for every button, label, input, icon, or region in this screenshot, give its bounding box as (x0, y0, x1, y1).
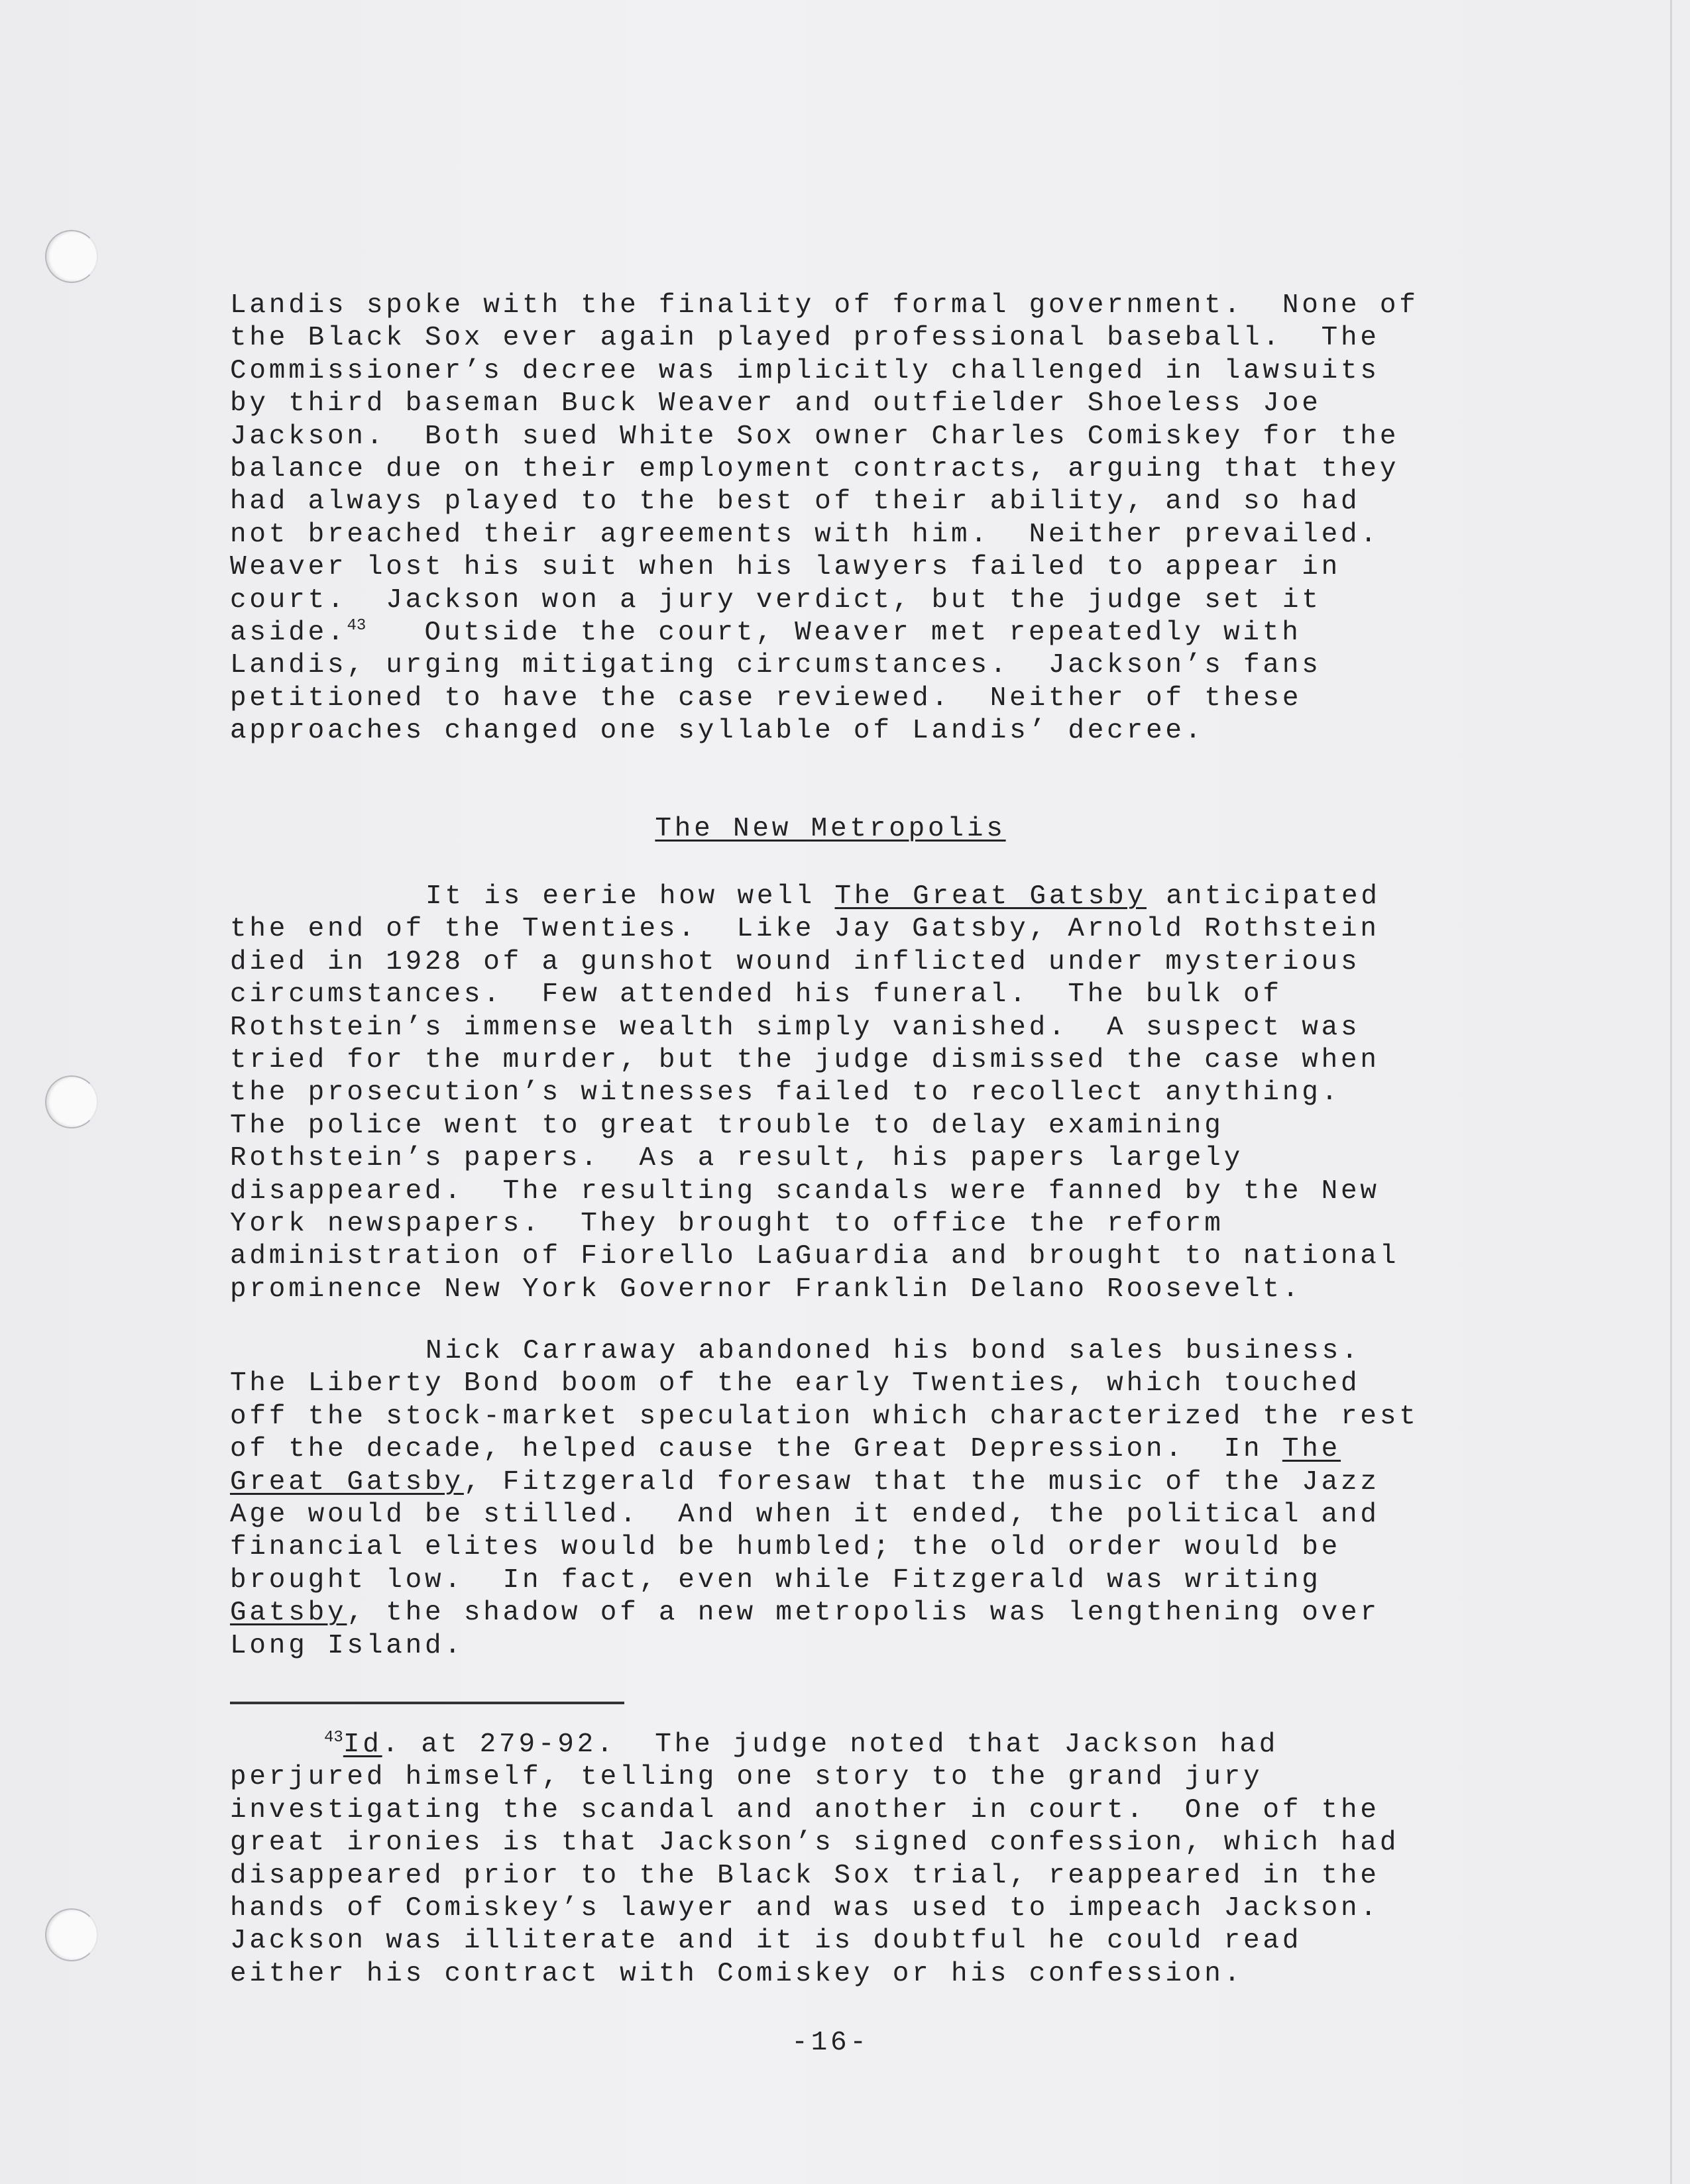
text-segment: It is eerie how well (425, 881, 835, 912)
punch-hole-middle (45, 1075, 98, 1128)
text-line: Landis spoke with the finality of formal government. None of (230, 290, 1419, 321)
text-line: Long Island. (230, 1630, 464, 1661)
text-segment: anticipated (1146, 881, 1380, 912)
underlined-title: Great Gatsby (230, 1466, 464, 1498)
text-line (230, 1433, 1419, 1466)
underlined-title: The (1282, 1434, 1341, 1465)
text-line: brought low. In fact, even while Fitzgerald was writing (230, 1564, 1322, 1596)
text-line: disappeared prior to the Black Sox trial, reappeared in the (230, 1860, 1380, 1891)
underlined-title: Gatsby (230, 1598, 347, 1629)
text-line: The Liberty Bond boom of the early Twenties, which touched (230, 1368, 1361, 1399)
paragraph-1 (230, 290, 1419, 747)
text-line: Rothstein’s immense wealth simply vanished. A suspect was (230, 1012, 1361, 1043)
footnote-separator (230, 1702, 624, 1704)
text-line: The police went to great trouble to delay examining (230, 1110, 1224, 1141)
text-line: hands of Comiskey’s lawyer and was used to impeach Jackson. (230, 1892, 1380, 1924)
text-line: perjured himself, telling one story to the grand jury (230, 1762, 1263, 1793)
text-line: not breached their agreements with him. Neither prevailed. (230, 519, 1380, 550)
text-line: Rothstein’s papers. As a result, his papers largely (230, 1143, 1244, 1174)
text-segment: aside. (230, 617, 347, 648)
section-heading (0, 814, 1690, 844)
text-line (230, 1729, 1399, 1761)
text-line: financial elites would be humbled; the old order would be (230, 1532, 1341, 1563)
text-line: the Black Sox ever again played professional baseball. The (230, 323, 1380, 354)
text-line: the end of the Twenties. Like Jay Gatsby, Arnold Rothstein (230, 914, 1380, 945)
text-segment: of the decade, helped cause the Great Depression. In (230, 1434, 1282, 1465)
text-line: tried for the murder, but the judge dismissed the case when (230, 1044, 1380, 1075)
text-line: balance due on their employment contracts, arguing that they (230, 453, 1400, 484)
text-line: York newspapers. They brought to office the reform (230, 1208, 1224, 1239)
paragraph-3 (230, 1335, 1419, 1663)
text-line: off the stock-market speculation which characterized the rest (230, 1401, 1419, 1432)
punch-hole-bottom (45, 1908, 98, 1961)
text-line: Nick Carraway abandoned his bond sales business. (425, 1336, 1361, 1366)
text-line: Age would be stilled. And when it ended, the political and (230, 1499, 1380, 1530)
paragraph-2 (230, 881, 1399, 1306)
text-line: approaches changed one syllable of Landis’ decree. (230, 716, 1205, 747)
section-heading-text: The New Metropolis (655, 814, 1006, 844)
text-line (230, 617, 1419, 649)
text-line: great ironies is that Jackson’s signed confession, which had (230, 1828, 1400, 1859)
text-line: disappeared. The resulting scandals were fanned by the New (230, 1175, 1380, 1207)
underlined-title: Id (343, 1729, 382, 1760)
punch-hole-top (45, 230, 98, 283)
text-line: circumstances. Few attended his funeral. The bulk of (230, 979, 1282, 1010)
page-number (0, 2028, 1690, 2058)
footnote-43 (230, 1729, 1399, 1991)
text-line: Weaver lost his suit when his lawyers failed to appear in (230, 552, 1341, 583)
text-line: died in 1928 of a gunshot wound inflicted under mysterious (230, 946, 1361, 977)
text-line: Landis, urging mitigating circumstances. Jackson’s fans (230, 650, 1322, 681)
text-line: prominence New York Governor Franklin Delano Roosevelt. (230, 1274, 1302, 1305)
text-line: administration of Fiorello LaGuardia and brought to national (230, 1241, 1400, 1272)
text-line (230, 881, 1399, 913)
text-line: court. Jackson won a jury verdict, but the judge set it (230, 584, 1322, 616)
text-line (230, 1466, 1419, 1499)
text-segment: Outside the court, Weaver met repeatedly with (366, 617, 1302, 648)
text-line: petitioned to have the case reviewed. Neither of these (230, 682, 1302, 714)
text-line: investigating the scandal and another in court. One of the (230, 1794, 1380, 1826)
footnote-marker: 43 (347, 616, 366, 635)
text-line: Jackson was illiterate and it is doubtful he could read (230, 1926, 1302, 1957)
text-line: Commissioner’s decree was implicitly challenged in lawsuits (230, 355, 1380, 386)
page-edge-shadow (1670, 0, 1672, 2184)
text-line: either his contract with Comiskey or his confession. (230, 1958, 1244, 1989)
text-segment: , the shadow of a new metropolis was lengthening over (347, 1598, 1380, 1629)
text-line (230, 1597, 1419, 1629)
text-line: had always played to the best of their ability, and so had (230, 486, 1361, 518)
text-segment: . at 279-92. The judge noted that Jackson had (382, 1729, 1279, 1760)
text-line: Jackson. Both sued White Sox owner Charles Comiskey for the (230, 421, 1400, 452)
footnote-marker: 43 (324, 1729, 343, 1747)
text-line: the prosecution’s witnesses failed to recollect anything. (230, 1077, 1341, 1109)
page-number-text: -16- (791, 2028, 870, 2058)
underlined-title: The Great Gatsby (834, 881, 1147, 912)
text-line: by third baseman Buck Weaver and outfielder Shoeless Joe (230, 388, 1322, 419)
text-segment: , Fitzgerald foresaw that the music of the Jazz (463, 1466, 1380, 1498)
